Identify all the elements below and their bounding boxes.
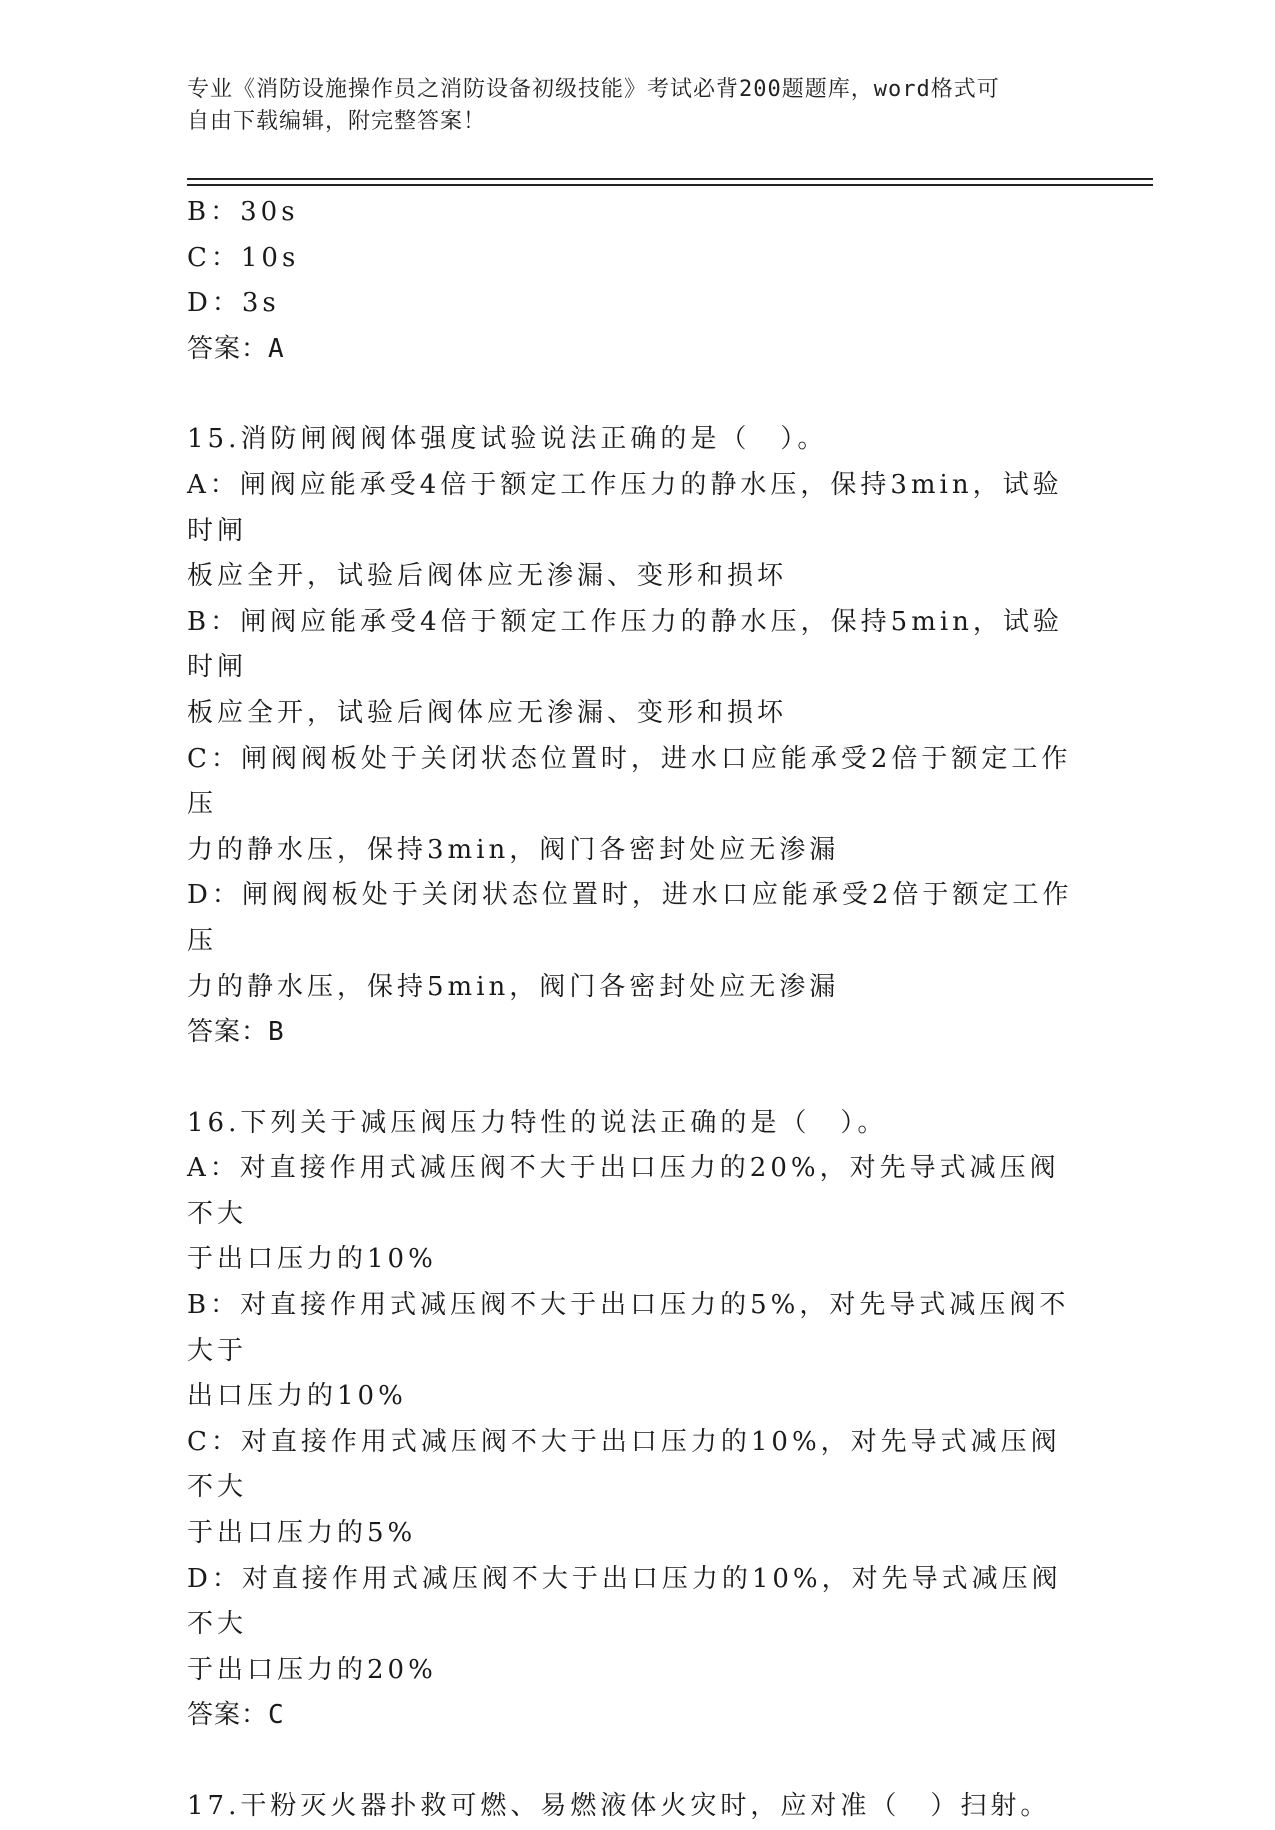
option-d-line-2: 力的静水压，保持5min，阀门各密封处应无渗漏 — [187, 971, 840, 1002]
question-15 — [187, 417, 1087, 1055]
header-divider-top — [187, 178, 1153, 180]
question-17 — [187, 1784, 1087, 1830]
option-c-line-2: 于出口压力的5% — [187, 1518, 417, 1549]
question-stem: 17.干粉灭火器扑救可燃、易燃液体火灾时，应对准（ ）扫射。 — [187, 1791, 1051, 1821]
option-a-line-1: A：闸阀应能承受4倍于额定工作压力的静水压，保持3min，试验时闸 — [187, 469, 1063, 546]
question-16 — [187, 1101, 1087, 1739]
option-a-line-1: A：对直接作用式减压阀不大于出口压力的20%，对先导式减压阀不大 — [187, 1153, 1060, 1229]
question-stem: 15.消防闸阀阀体强度试验说法正确的是（ ）。 — [187, 424, 828, 455]
document-header — [187, 74, 1067, 138]
spacer — [187, 1056, 1087, 1101]
option-d-line-1: D：闸阀阀板处于关闭状态位置时，进水口应能承受2倍于额定工作压 — [187, 880, 1073, 956]
header-title-line-2: 自由下载编辑，附完整答案！ — [187, 109, 487, 134]
answer-line: 答案：C — [187, 1700, 285, 1731]
option-a-line-2: 于出口压力的10% — [187, 1244, 437, 1275]
question-stem: 16.下列关于减压阀压力特性的说法正确的是（ ）。 — [187, 1107, 888, 1138]
header-divider-bottom — [187, 184, 1153, 186]
option-a-line-2: 板应全开，试验后阀体应无渗漏、变形和损坏 — [187, 561, 788, 592]
option-b-line-2: 板应全开，试验后阀体应无渗漏、变形和损坏 — [187, 697, 788, 728]
option-b-line-2: 出口压力的10% — [187, 1381, 407, 1412]
option-c: C：10s — [187, 242, 300, 273]
header-title-line-1: 专业《消防设施操作员之消防设备初级技能》考试必背200题题库，word格式可 — [187, 77, 1000, 102]
option-b-line-1: B：闸阀应能承受4倍于额定工作压力的静水压，保持5min，试验时闸 — [187, 606, 1063, 683]
option-b: B：30s — [187, 197, 299, 227]
option-d: D：3s — [187, 288, 280, 319]
option-c-line-1: C：闸阀阀板处于关闭状态位置时，进水口应能承受2倍于额定工作压 — [187, 743, 1072, 820]
question-14-continued — [187, 190, 1087, 372]
option-c-line-2: 力的静水压，保持3min，阀门各密封处应无渗漏 — [187, 834, 840, 865]
answer-line: 答案：B — [187, 1017, 285, 1048]
spacer — [187, 1739, 1087, 1784]
option-b-line-1: B：对直接作用式减压阀不大于出口压力的5%，对先导式减压阀不大于 — [187, 1290, 1070, 1366]
option-c-line-1: C：对直接作用式减压阀不大于出口压力的10%，对先导式减压阀不大 — [187, 1426, 1061, 1503]
answer-line: 答案：A — [187, 333, 285, 364]
option-d-line-2: 于出口压力的20% — [187, 1654, 437, 1685]
spacer — [187, 372, 1087, 417]
question-content — [187, 190, 1087, 1830]
option-d-line-1: D：对直接作用式减压阀不大于出口压力的10%，对先导式减压阀不大 — [187, 1563, 1062, 1640]
